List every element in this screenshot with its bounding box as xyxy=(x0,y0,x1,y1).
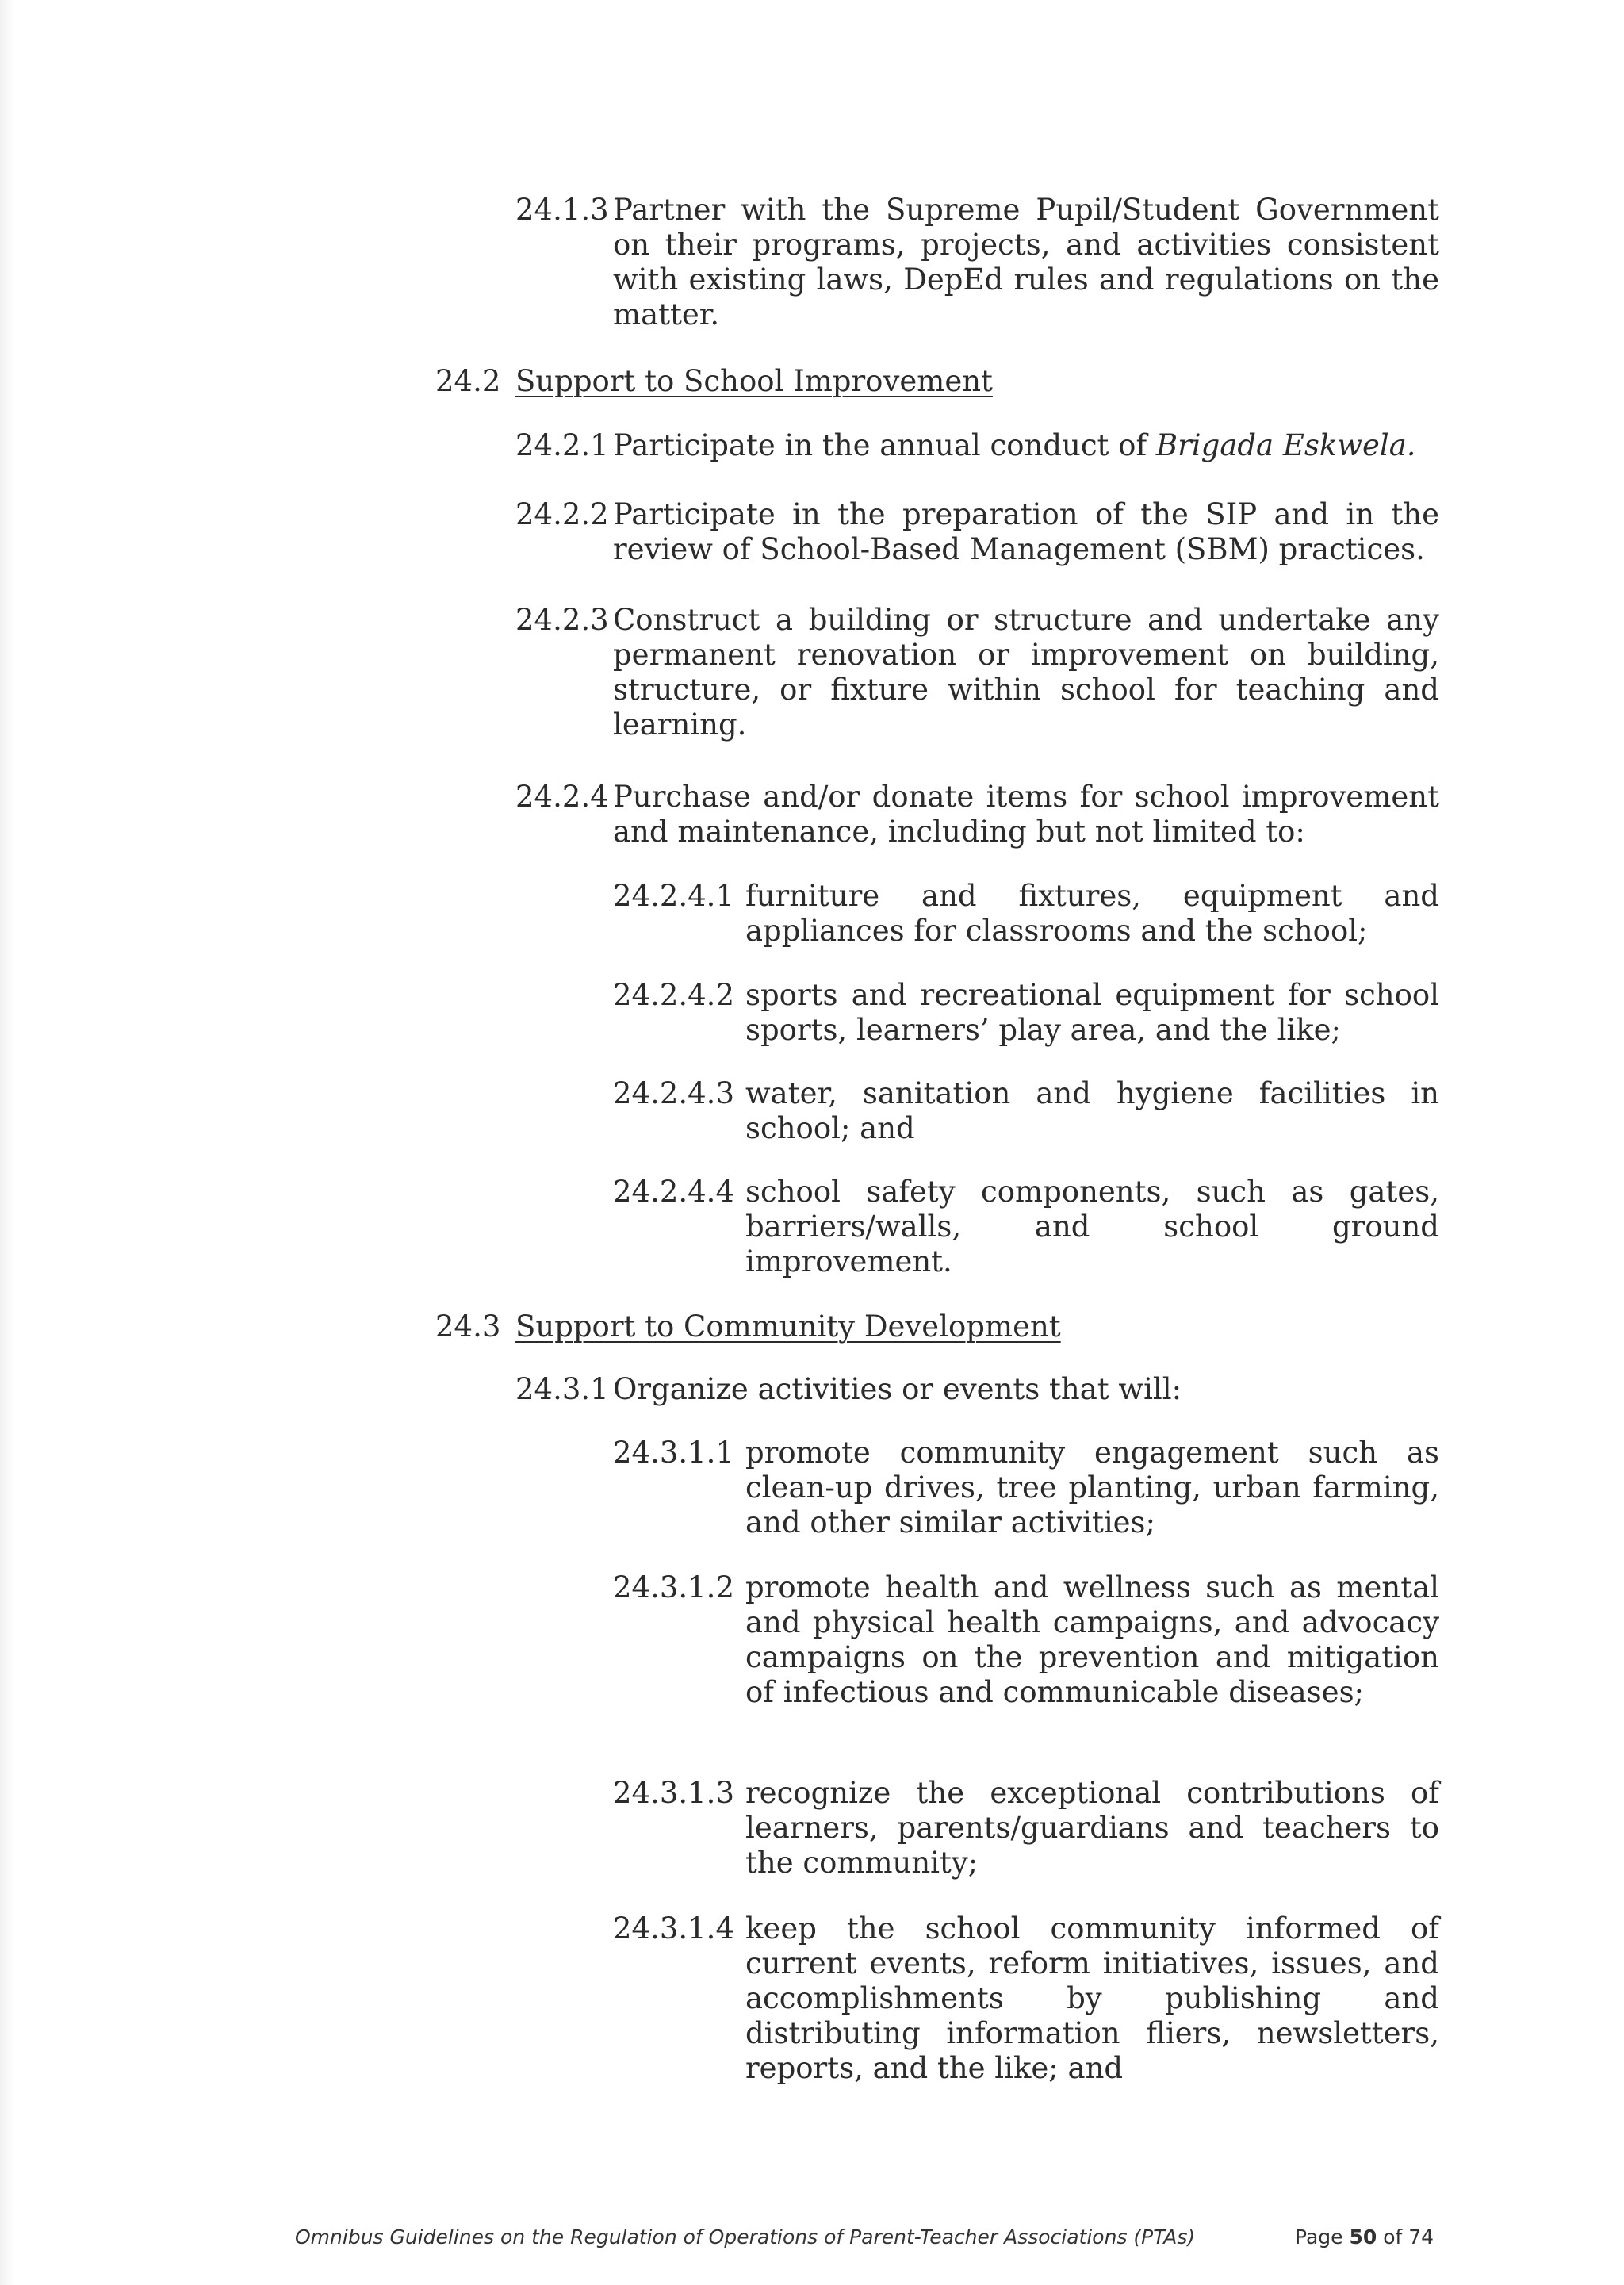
item-text-24-3-1-2: promote health and wellness such as mental and physical health campaigns, and advocacy campaigns on the prevention and mitigation of infectious and communicable diseases; xyxy=(745,1570,1439,1709)
item-number-24-2-1: 24.2.1 xyxy=(515,428,609,462)
item-text-24-2-4-3: water, sanitation and hygiene facilities in school; and xyxy=(745,1076,1439,1145)
item-number-24-3-1: 24.3.1 xyxy=(515,1372,609,1406)
item-text-24-3-1-1: promote community engagement such as clean-up drives, tree planting, urban farming, and other similar activities; xyxy=(745,1436,1439,1539)
item-number-24-2-4-3: 24.2.4.3 xyxy=(613,1076,734,1110)
item-text-24-3-1: Organize activities or events that will: xyxy=(613,1372,1182,1406)
item-text-24-2-1-plain: Participate in the annual conduct of xyxy=(613,428,1156,462)
item-number-24-3-1-2: 24.3.1.2 xyxy=(613,1570,734,1604)
item-text-24-2-2: Participate in the preparation of the SIP and in the review of School-Based Management (SBM) practices. xyxy=(613,497,1439,566)
item-number-24-2-3: 24.2.3 xyxy=(515,603,609,637)
item-number-24-2-4-4: 24.2.4.4 xyxy=(613,1175,734,1209)
section-heading-24-3: Support to Community Development xyxy=(515,1309,1061,1344)
footer-page-prefix: Page xyxy=(1295,2226,1350,2249)
footer-page-suffix: of 74 xyxy=(1377,2226,1434,2249)
item-number-24-2-4-1: 24.2.4.1 xyxy=(613,879,734,913)
item-number-24-2-4-2: 24.2.4.2 xyxy=(613,978,734,1012)
section-number-24-3: 24.3 xyxy=(435,1309,501,1344)
item-number-24-3-1-1: 24.3.1.1 xyxy=(613,1436,734,1470)
item-text-24-2-4-2: sports and recreational equipment for school sports, learners’ play area, and the like; xyxy=(745,978,1439,1047)
item-text-24-2-4-1: furniture and fixtures, equipment and appliances for classrooms and the school; xyxy=(745,879,1439,948)
section-heading-24-2: Support to School Improvement xyxy=(515,364,993,398)
item-text-24-3-1-4: keep the school community informed of current events, reform initiatives, issues, and accomplishments by publishing and distributing information fliers, newsletters, reports, and the like; and xyxy=(745,1911,1439,2085)
footer-page-number xyxy=(1295,2226,1434,2249)
item-text-24-2-4-4: school safety components, such as gates, barriers/walls, and school ground improvement. xyxy=(745,1175,1439,1279)
item-text-24-3-1-3: recognize the exceptional contributions of learners, parents/guardians and teachers to the community; xyxy=(745,1776,1439,1880)
item-text-24-2-1 xyxy=(613,428,1439,463)
item-text-24-2-3: Construct a building or structure and undertake any permanent renovation or improvement on building, structure, or fixture within school for teaching and learning. xyxy=(613,603,1439,742)
item-number-24-2-4: 24.2.4 xyxy=(515,780,609,814)
section-number-24-2: 24.2 xyxy=(435,364,501,398)
item-text-24-2-1-italic: Brigada Eskwela. xyxy=(1155,428,1416,462)
scan-edge xyxy=(0,0,14,2285)
item-number-24-3-1-4: 24.3.1.4 xyxy=(613,1911,734,1946)
item-text-24-2-4: Purchase and/or donate items for school improvement and maintenance, including but not limited to: xyxy=(613,780,1439,849)
footer-document-title: Omnibus Guidelines on the Regulation of Operations of Parent-Teacher Associations (PTAs) xyxy=(295,2226,1196,2249)
item-number-24-3-1-3: 24.3.1.3 xyxy=(613,1776,734,1810)
item-number-24-1-3: 24.1.3 xyxy=(515,193,609,227)
item-number-24-2-2: 24.2.2 xyxy=(515,497,609,531)
item-text-24-1-3: Partner with the Supreme Pupil/Student Government on their programs, projects, and activities consistent with existing laws, DepEd rules and regulations on the matter. xyxy=(613,193,1439,332)
footer-page-current: 50 xyxy=(1349,2226,1377,2249)
